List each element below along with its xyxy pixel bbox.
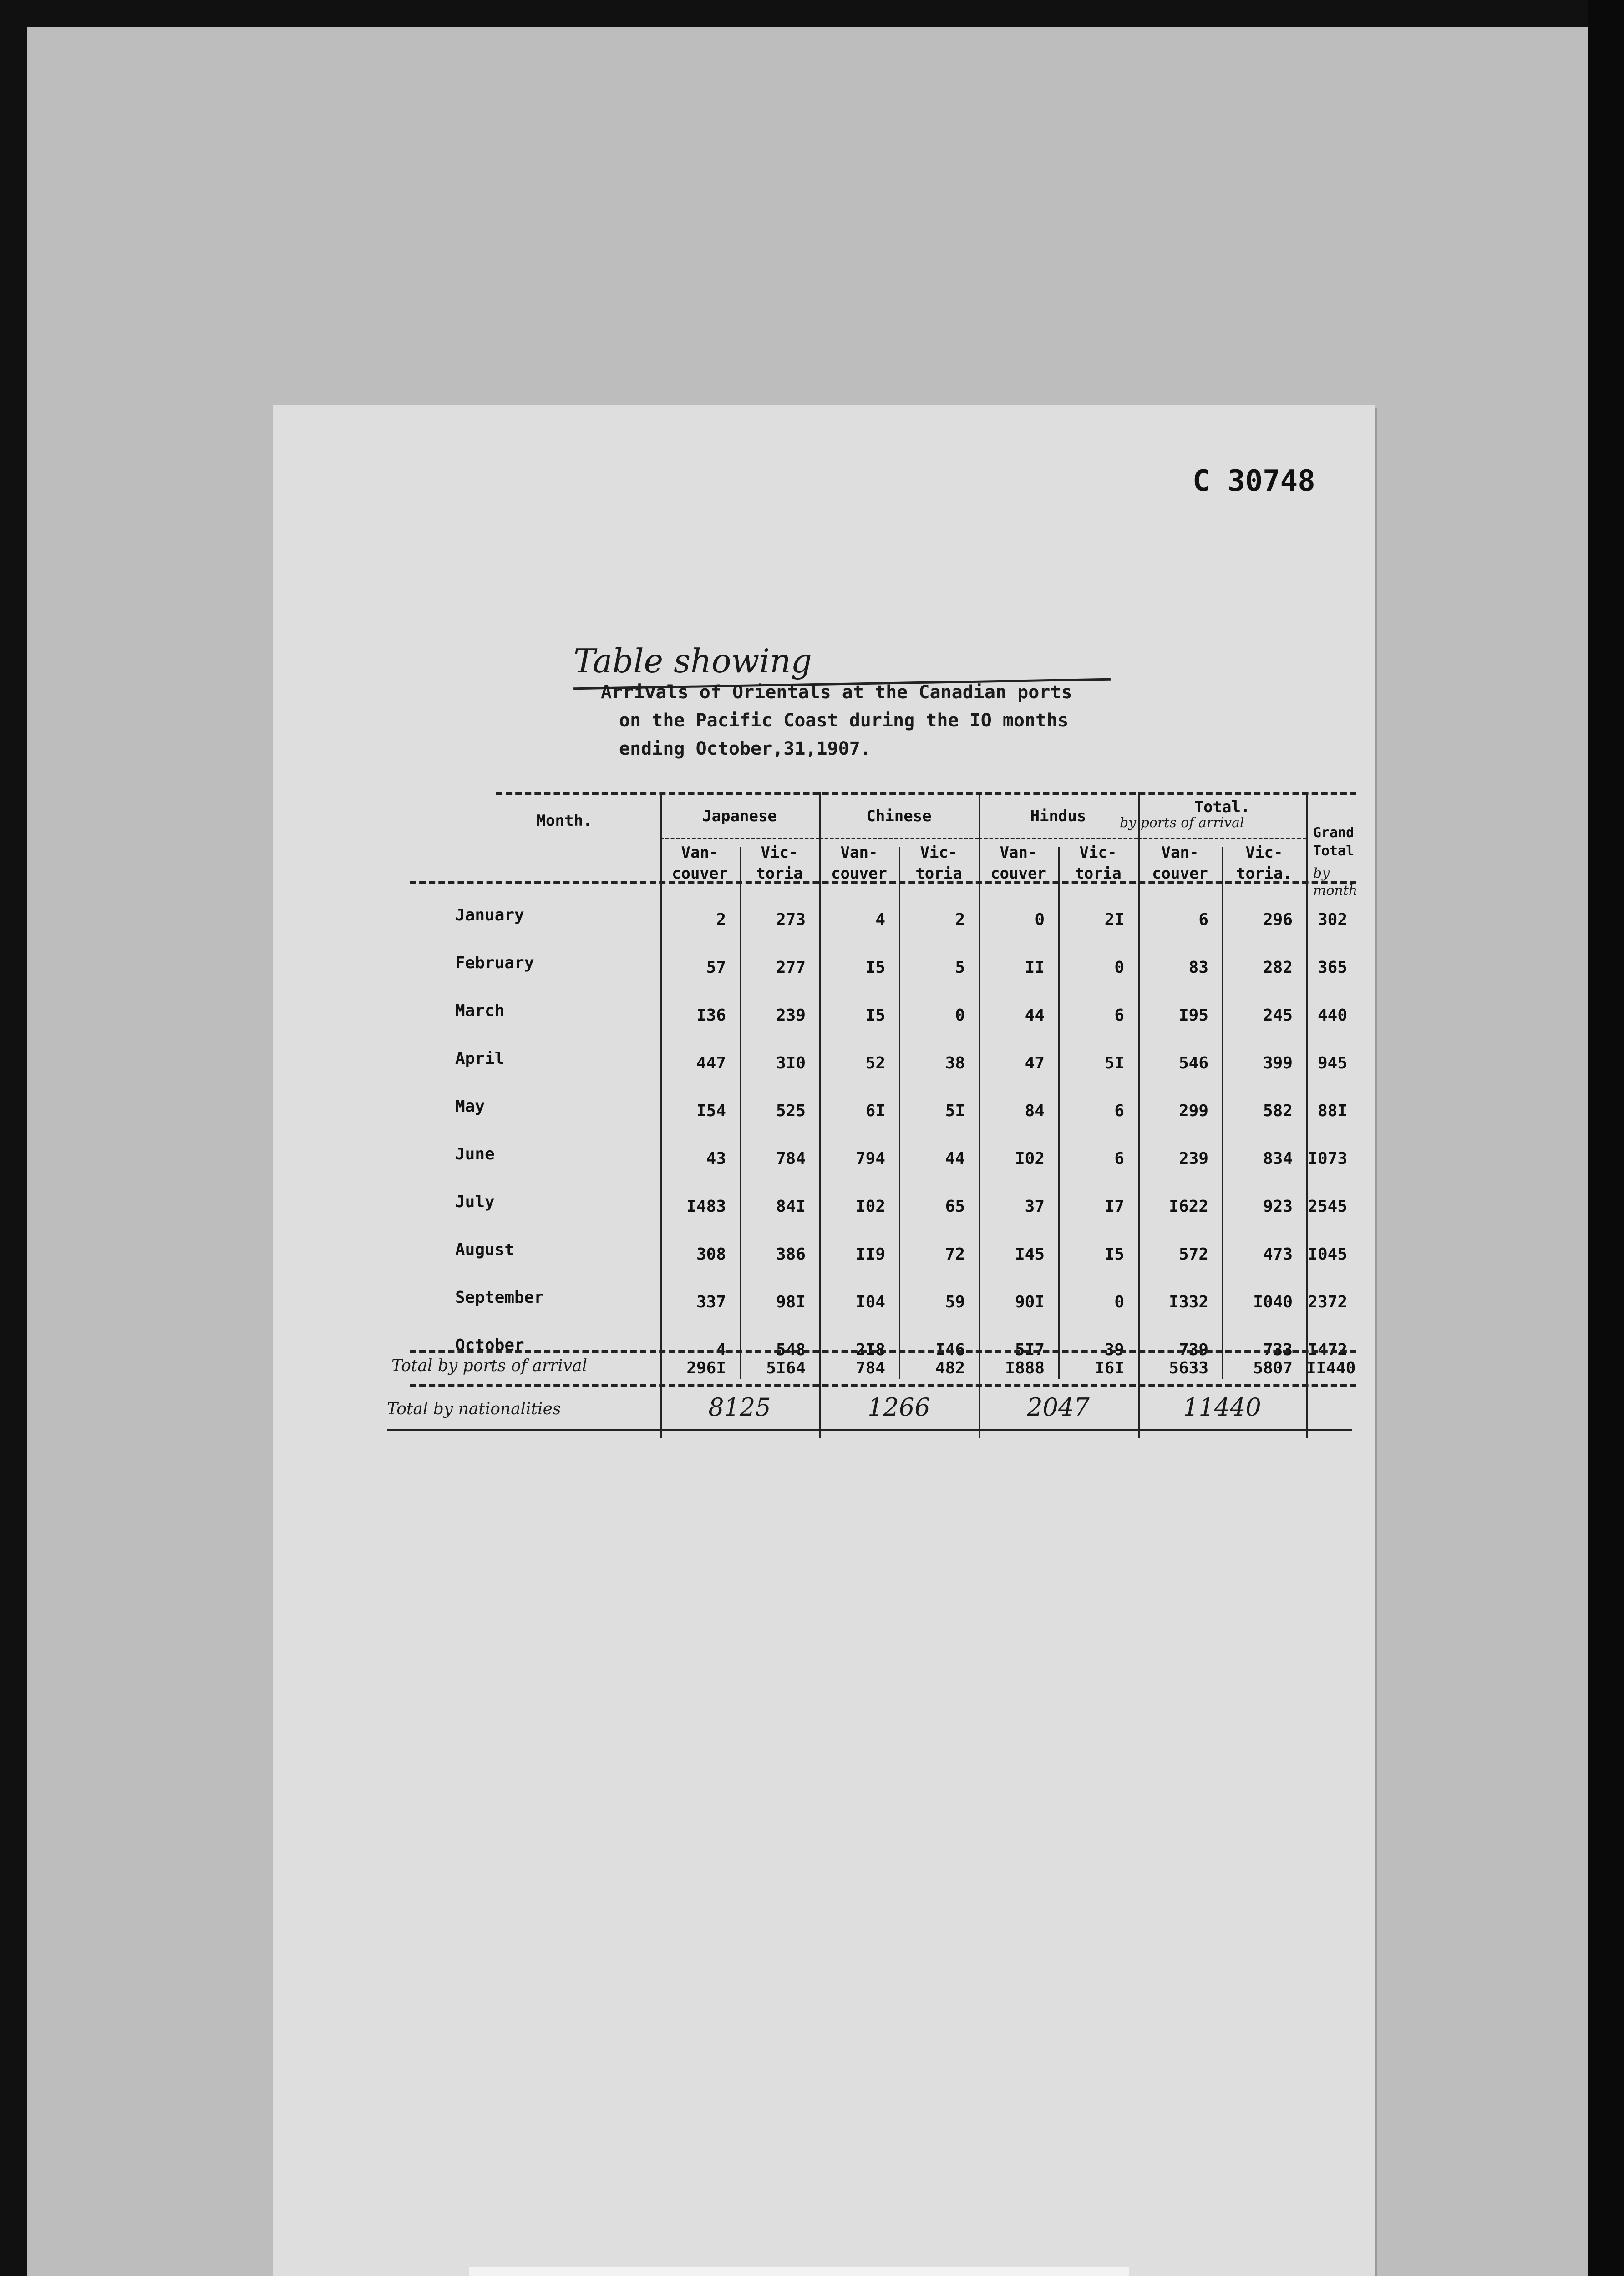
table-cell: 43 — [706, 1149, 726, 1168]
table-cell: 337 — [696, 1293, 726, 1311]
table-cell: 84I — [776, 1197, 806, 1216]
totals-top-rule — [410, 1350, 1356, 1353]
table-cell: I622 — [1169, 1197, 1208, 1216]
table-cell: 733 — [1263, 1341, 1293, 1359]
month-label: April — [455, 1049, 505, 1068]
totals-by-nationality-label: Total by nationalities — [387, 1400, 561, 1418]
table-cell: I5 — [865, 1006, 885, 1025]
table-cell: II9 — [855, 1245, 885, 1264]
port-total-cell: II440 — [1306, 1359, 1356, 1377]
table-cell: I5 — [1104, 1245, 1124, 1264]
table-cell: 5I — [945, 1102, 965, 1120]
port-total-cell: 5I64 — [766, 1359, 806, 1377]
table-cell: 546 — [1178, 1054, 1208, 1072]
table-cell: 3I0 — [776, 1054, 806, 1072]
table-cell: 44 — [1025, 1006, 1045, 1025]
table-cell: 38 — [945, 1054, 965, 1072]
subheader-chinese-victoria: Vic- toria — [915, 843, 962, 883]
table-cell: 84 — [1025, 1102, 1045, 1120]
film-border-left — [0, 0, 27, 2276]
table-cell: 302 — [1317, 910, 1347, 929]
table-cell: 6 — [1198, 910, 1208, 929]
table-cell: I02 — [855, 1197, 885, 1216]
table-cell: 308 — [696, 1245, 726, 1264]
table-cell: I472 — [1308, 1341, 1347, 1359]
table-cell: 0 — [1035, 910, 1045, 929]
group-header-hindus: Hindus — [1030, 807, 1086, 825]
table-cell: 44 — [945, 1149, 965, 1168]
table-cell: 59 — [945, 1293, 965, 1311]
table-cell: 2 — [716, 910, 726, 929]
table-cell: I483 — [686, 1197, 726, 1216]
table-cell: I45 — [1015, 1245, 1045, 1264]
total-handwritten-note: by ports of arrival — [1120, 815, 1244, 831]
subheader-japanese-victoria: Vic- toria — [756, 843, 803, 883]
table-cell: 525 — [776, 1102, 806, 1120]
month-label: July — [455, 1193, 495, 1211]
port-total-cell: 784 — [855, 1359, 885, 1377]
port-total-cell: 5807 — [1253, 1359, 1293, 1377]
table-cell: 5I — [1104, 1054, 1124, 1072]
subheader-hindus-vancouver: Van- couver — [990, 843, 1046, 883]
document-sheet — [273, 405, 1375, 2276]
port-total-cell: 296I — [686, 1359, 726, 1377]
table-cell: 98I — [776, 1293, 806, 1311]
table-cell: 282 — [1263, 958, 1293, 977]
grand-total-handwritten-note: by month — [1313, 865, 1358, 899]
group-header-chinese: Chinese — [866, 807, 932, 825]
totals-mid-rule — [410, 1384, 1356, 1387]
table-top-rule — [496, 792, 1356, 795]
table-cell: I7 — [1104, 1197, 1124, 1216]
group-underline — [1138, 838, 1306, 839]
table-cell: 296 — [1263, 910, 1293, 929]
reference-number: C 30748 — [1193, 464, 1315, 498]
table-cell: 6 — [1114, 1006, 1124, 1025]
table-cell: I02 — [1015, 1149, 1045, 1168]
table-cell: 386 — [776, 1245, 806, 1264]
table-cell: 65 — [945, 1197, 965, 1216]
table-cell: 2 — [955, 910, 965, 929]
table-cell: 6 — [1114, 1102, 1124, 1120]
table-cell: 5I7 — [1015, 1341, 1045, 1359]
document-title — [601, 678, 1329, 763]
grand-total-header: Grand Total — [1313, 825, 1355, 859]
group-underline — [819, 838, 979, 839]
table-cell: 447 — [696, 1054, 726, 1072]
table-cell: I46 — [935, 1341, 965, 1359]
table-cell: 239 — [776, 1006, 806, 1025]
film-border-top — [0, 0, 1624, 27]
table-cell: 945 — [1317, 1054, 1347, 1072]
totals-bottom-rule — [387, 1429, 1352, 1431]
table-cell: I332 — [1169, 1293, 1208, 1311]
table-cell: I04 — [855, 1293, 885, 1311]
table-cell: 365 — [1317, 958, 1347, 977]
table-cell: 277 — [776, 958, 806, 977]
table-cell: 399 — [1263, 1054, 1293, 1072]
table-cell: 37 — [1025, 1197, 1045, 1216]
group-header-total: Total. — [1194, 798, 1250, 816]
total-chinese: 1266 — [868, 1393, 930, 1422]
table-cell: I045 — [1308, 1245, 1347, 1264]
table-cell: 834 — [1263, 1149, 1293, 1168]
table-cell: 88I — [1317, 1102, 1347, 1120]
table-cell: 2545 — [1308, 1197, 1347, 1216]
group-header-japanese: Japanese — [702, 807, 777, 825]
table-cell: 0 — [1114, 958, 1124, 977]
month-label: May — [455, 1097, 485, 1116]
table-cell: 72 — [945, 1245, 965, 1264]
table-cell: 6 — [1114, 1149, 1124, 1168]
table-cell: 52 — [865, 1054, 885, 1072]
table-cell: 5 — [955, 958, 965, 977]
table-cell: 2372 — [1308, 1293, 1347, 1311]
month-label: January — [455, 906, 524, 925]
title-line-1: Arrivals of Orientals at the Canadian ports — [601, 682, 1072, 703]
table-cell: 90I — [1015, 1293, 1045, 1311]
subheader-total-vancouver: Van- couver — [1152, 843, 1208, 883]
port-total-cell: 5633 — [1169, 1359, 1208, 1377]
subheader-japanese-vancouver: Van- couver — [672, 843, 728, 883]
port-total-cell: I888 — [1005, 1359, 1045, 1377]
total-hindus: 2047 — [1027, 1393, 1090, 1422]
table-cell: I5 — [865, 958, 885, 977]
group-underline — [979, 838, 1138, 839]
table-cell: I95 — [1178, 1006, 1208, 1025]
table-cell: 739 — [1178, 1341, 1208, 1359]
table-cell: I040 — [1253, 1293, 1293, 1311]
month-label: June — [455, 1145, 495, 1163]
table-cell: 57 — [706, 958, 726, 977]
index-card — [469, 2267, 1129, 2276]
table-cell: 83 — [1188, 958, 1208, 977]
table-cell: 440 — [1317, 1006, 1347, 1025]
table-cell: 582 — [1263, 1102, 1293, 1120]
table-cell: 4 — [716, 1341, 726, 1359]
table-cell: 4 — [875, 910, 885, 929]
table-cell: 2I — [1104, 910, 1124, 929]
handwritten-heading: Table showing — [573, 642, 812, 680]
month-header: Month. — [536, 812, 593, 830]
table-cell: I54 — [696, 1102, 726, 1120]
arrivals-table — [387, 792, 1361, 1466]
subheader-chinese-vancouver: Van- couver — [831, 843, 887, 883]
table-cell: 2I8 — [855, 1341, 885, 1359]
table-cell: 0 — [1114, 1293, 1124, 1311]
table-cell: 0 — [955, 1006, 965, 1025]
port-total-cell: 482 — [935, 1359, 965, 1377]
month-label: August — [455, 1240, 515, 1259]
total-japanese: 8125 — [708, 1393, 771, 1422]
group-underline — [660, 838, 819, 839]
title-line-2: on the Pacific Coast during the IO months — [619, 710, 1069, 731]
table-cell: 923 — [1263, 1197, 1293, 1216]
port-total-cell: I6I — [1094, 1359, 1124, 1377]
table-cell: II — [1025, 958, 1045, 977]
table-cell: 784 — [776, 1149, 806, 1168]
table-cell: 245 — [1263, 1006, 1293, 1025]
month-label: October — [455, 1336, 524, 1355]
table-cell: 6I — [865, 1102, 885, 1120]
totals-by-port-label: Total by ports of arrival — [391, 1356, 588, 1375]
table-cell: 572 — [1178, 1245, 1208, 1264]
total-all: 11440 — [1183, 1393, 1261, 1422]
table-cell: 299 — [1178, 1102, 1208, 1120]
table-cell: 473 — [1263, 1245, 1293, 1264]
film-border-right — [1588, 0, 1624, 2276]
title-line-3: ending October,31,1907. — [619, 738, 871, 759]
table-cell: I073 — [1308, 1149, 1347, 1168]
month-label: February — [455, 954, 534, 972]
table-cell: 273 — [776, 910, 806, 929]
month-label: September — [455, 1288, 544, 1307]
table-cell: 39 — [1104, 1341, 1124, 1359]
table-cell: 548 — [776, 1341, 806, 1359]
table-cell: 794 — [855, 1149, 885, 1168]
table-cell: 239 — [1178, 1149, 1208, 1168]
table-cell: I36 — [696, 1006, 726, 1025]
subheader-total-victoria: Vic- toria. — [1236, 843, 1292, 883]
table-cell: 47 — [1025, 1054, 1045, 1072]
subheader-hindus-victoria: Vic- toria — [1075, 843, 1122, 883]
month-label: March — [455, 1001, 505, 1020]
